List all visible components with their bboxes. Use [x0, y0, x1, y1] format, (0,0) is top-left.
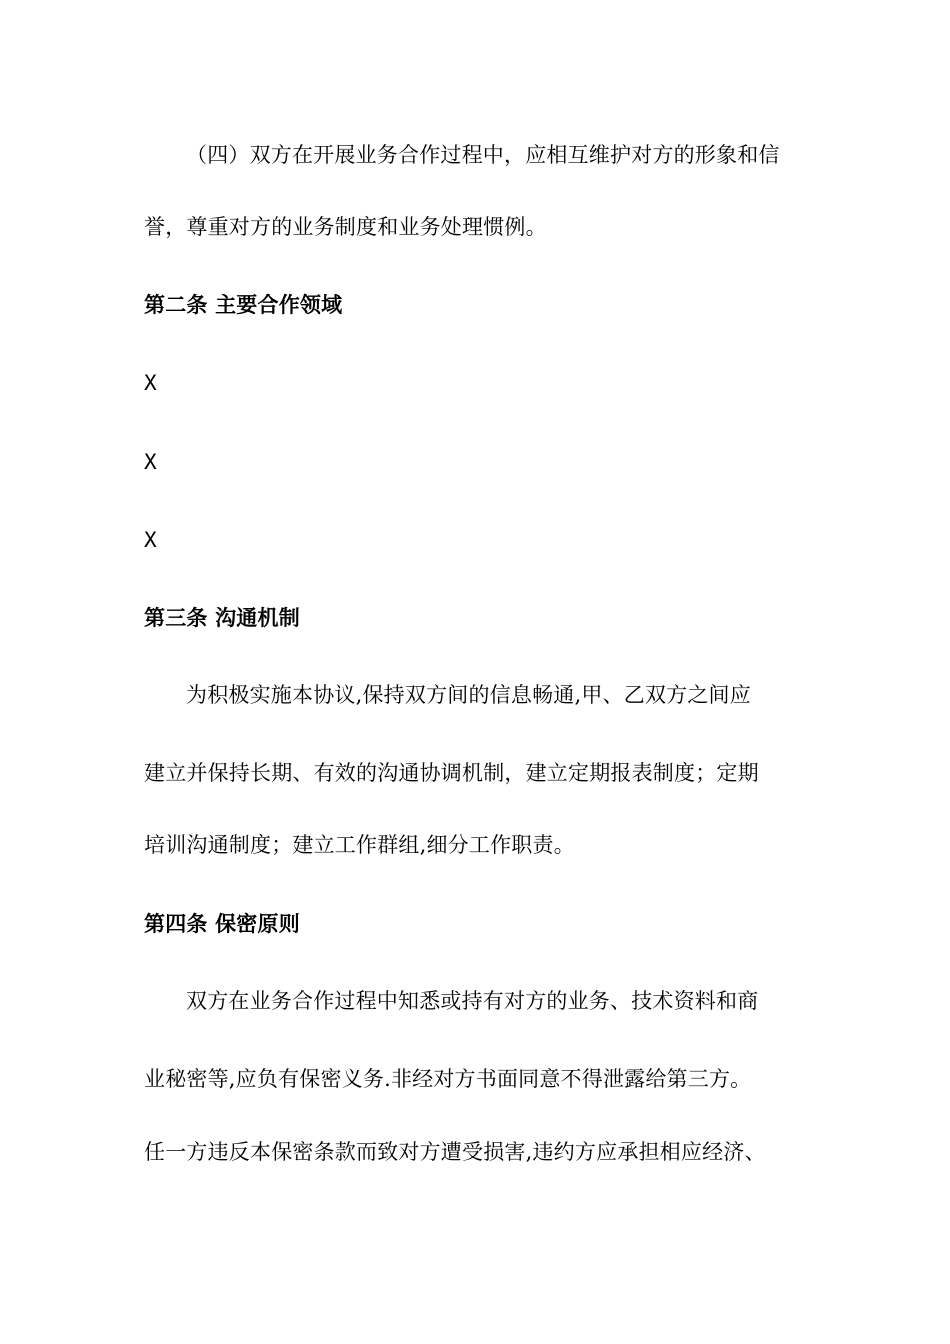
- article-4-line-2: 业秘密等,应负有保密义务.非经对方书面同意不得泄露给第三方。: [144, 1067, 752, 1091]
- article-3-heading: 第三条 沟通机制: [144, 606, 300, 630]
- paragraph-4-line-2: 誉，尊重对方的业务制度和业务处理惯例。: [144, 215, 547, 239]
- article-2-heading: 第二条 主要合作领域: [144, 293, 343, 317]
- article-3-line-2: 建立并保持长期、有效的沟通协调机制，建立定期报表制度；定期: [144, 761, 759, 785]
- article-3-line-3: 培训沟通制度；建立工作群组,细分工作职责。: [144, 833, 575, 857]
- article-4-line-1: 双方在业务合作过程中知悉或持有对方的业务、技术资料和商: [186, 989, 759, 1013]
- placeholder-item-1: X: [144, 371, 157, 395]
- paragraph-4-line-1: （四）双方在开展业务合作过程中，应相互维护对方的形象和信: [186, 143, 780, 167]
- article-3-line-1: 为积极实施本协议,保持双方间的信息畅通,甲、乙双方之间应: [186, 683, 751, 707]
- article-4-line-3: 任一方违反本保密条款而致对方遭受损害,违约方应承担相应经济、: [144, 1140, 766, 1164]
- placeholder-item-3: X: [144, 528, 157, 552]
- placeholder-item-2: X: [144, 450, 157, 474]
- article-4-heading: 第四条 保密原则: [144, 912, 300, 936]
